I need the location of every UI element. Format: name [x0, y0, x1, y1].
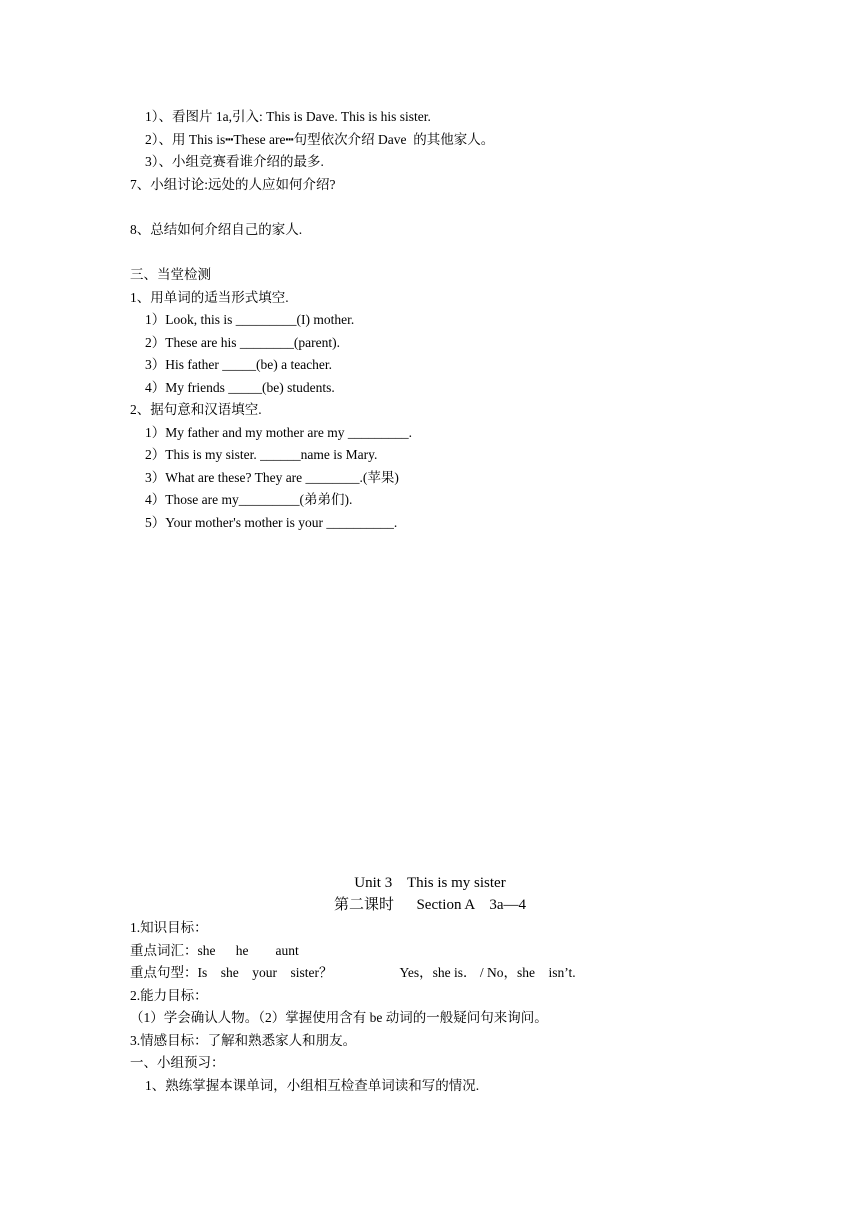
part2-item-5: 5）Your mother's mother is your __________.	[145, 515, 398, 530]
part1-item-2: 2）These are his ________(parent).	[145, 335, 340, 350]
part2-item-2: 2）This is my sister. ______name is Mary.	[145, 447, 378, 462]
step-7: 7、小组讨论:远处的人应如何介绍?	[130, 177, 336, 192]
key-words: 重点词汇：she he aunt	[130, 943, 299, 958]
part1-heading: 1、用单词的适当形式填空.	[130, 290, 289, 305]
part2-item-1: 1）My father and my mother are my _________.	[145, 425, 412, 440]
part1-item-3: 3）His father _____(be) a teacher.	[145, 357, 333, 372]
key-sentences: 重点句型：Is she your sister？ Yes，she is． / No，she isn’t.	[130, 965, 576, 980]
lesson-title: Unit 3 This is my sister	[354, 875, 506, 891]
intro-step-3: 3）、小组竞赛看谁介绍的最多.	[145, 154, 324, 169]
step-8: 8、总结如何介绍自己的家人.	[130, 222, 303, 237]
preview-heading: 一、小组预习：	[130, 1055, 225, 1070]
part2-item-3: 3）What are these? They are ________.(苹果)	[145, 470, 399, 485]
part1-item-1: 1）Look, this is _________(I) mother.	[145, 312, 355, 327]
part2-item-4: 4）Those are my_________(弟弟们).	[145, 492, 353, 507]
knowledge-goal: 1.知识目标：	[130, 920, 208, 935]
ability-goal: 2.能力目标：	[130, 988, 208, 1003]
part1-item-4: 4）My friends _____(be) students.	[145, 380, 335, 395]
intro-step-1: 1）、看图片 1a,引入: This is Dave. This is his sister.	[145, 109, 431, 124]
emotion-goal: 3.情感目标：了解和熟悉家人和朋友。	[130, 1033, 357, 1048]
preview-item-1: 1、熟练掌握本课单词，小组相互检查单词读和写的情况.	[145, 1078, 480, 1093]
check-heading: 三、当堂检测	[130, 267, 211, 282]
part2-heading: 2、据句意和汉语填空.	[130, 402, 262, 417]
intro-step-2: 2）、用 This is┅These are┅句型依次介绍 Dave 的其他家人。	[145, 132, 495, 147]
lesson-subtitle: 第二课时 Section A 3a—4	[333, 897, 527, 913]
ability-detail: （1）学会确认人物。（2）掌握使用含有 be 动词的一般疑问句来询问。	[130, 1010, 548, 1025]
